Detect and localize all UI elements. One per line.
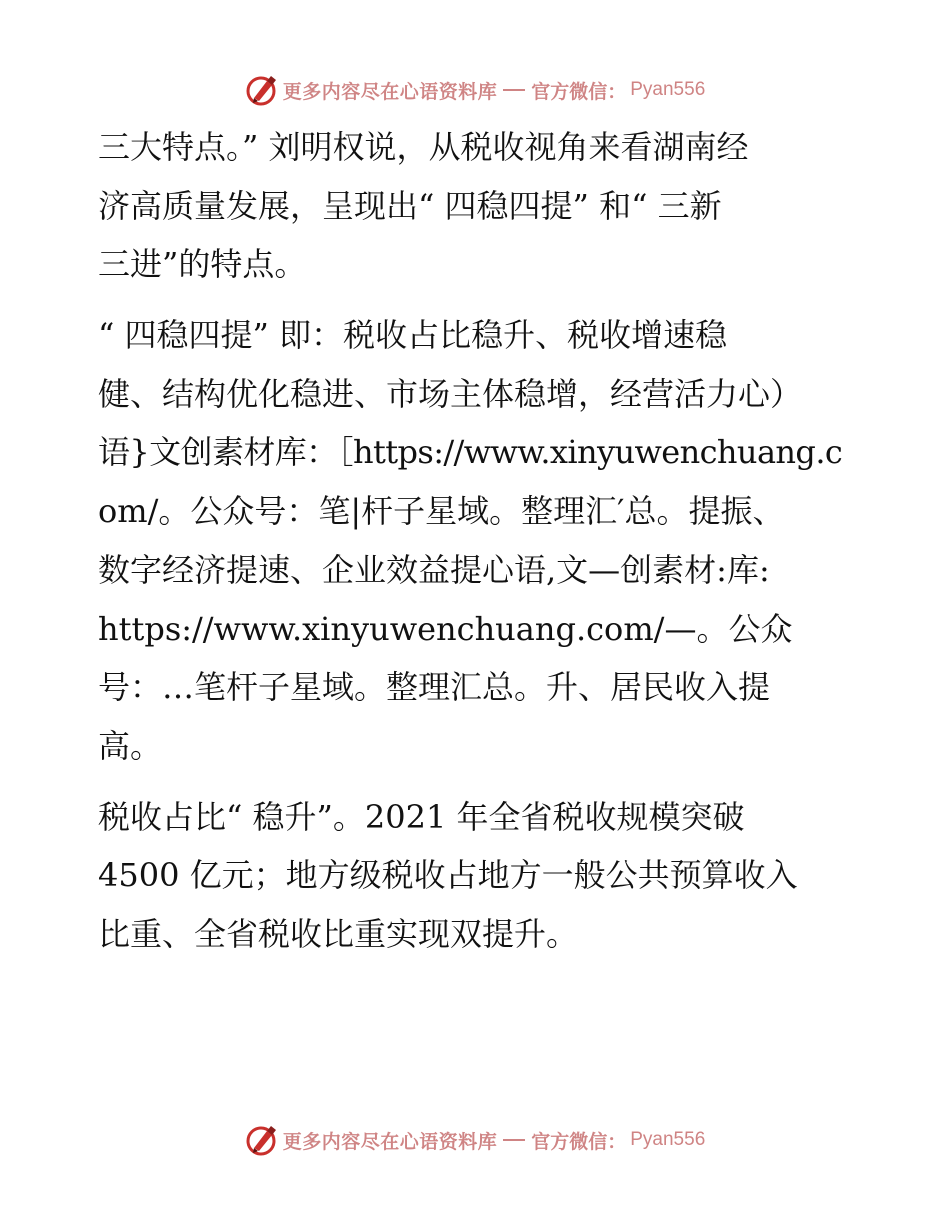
banner-wechat-id: Pyan556 bbox=[630, 1129, 706, 1150]
text-line: “ 四稳四提” 即：税收占比稳升、税收增速稳 bbox=[98, 316, 728, 355]
text-line: 语}文创素材库：［https://www.xinyuwenchuang.c bbox=[98, 433, 843, 472]
banner-dash bbox=[503, 1139, 525, 1141]
text-line: om/。公众号：笔|杆子星域。整理汇′总。提振、 bbox=[98, 492, 785, 531]
text-line: 高。 bbox=[98, 726, 163, 765]
pen-logo-icon bbox=[245, 1123, 279, 1157]
text-line: 三进”的特点。 bbox=[98, 245, 307, 284]
text-line: 三大特点。” 刘明权说，从税收视角来看湖南经 bbox=[98, 128, 749, 166]
banner-title: 更多内容尽在心语资料库 bbox=[282, 80, 498, 103]
text-line: https://www.xinyuwenchuang.com/—。公众 bbox=[98, 609, 793, 648]
banner-official-label: 官方微信： bbox=[531, 80, 627, 103]
header-banner bbox=[0, 70, 950, 110]
text-line: 济高质量发展，呈现出“ 四稳四提” 和“ 三新 bbox=[98, 186, 722, 225]
text-line: 4500 亿元；地方级税收占地方一般公共预算收入 bbox=[98, 856, 798, 895]
banner-content bbox=[245, 73, 706, 107]
banner-title: 更多内容尽在心语资料库 bbox=[282, 1130, 498, 1153]
text-line: 健、结构优化稳进、市场主体稳增，经营活力心） bbox=[98, 374, 803, 413]
text-line: 号：…笔杆子星域。整理汇总。升、居民收入提 bbox=[98, 668, 771, 707]
footer-banner bbox=[0, 1120, 950, 1160]
text-line: 比重、全省税收比重实现双提升。 bbox=[98, 914, 579, 953]
banner-content bbox=[245, 1123, 706, 1157]
paragraph-3 bbox=[98, 788, 878, 964]
pen-logo-icon bbox=[245, 73, 279, 107]
paragraph-2 bbox=[98, 306, 878, 776]
banner-official-label: 官方微信： bbox=[531, 1130, 627, 1153]
text-line: 数字经济提速、企业效益提心语,文—创素材:库: bbox=[98, 550, 770, 589]
paragraph-1 bbox=[98, 118, 878, 294]
banner-dash bbox=[503, 89, 525, 91]
banner-wechat-id: Pyan556 bbox=[630, 79, 706, 100]
document-body bbox=[98, 118, 878, 976]
text-line: 税收占比“ 稳升”。2021 年全省税收规模突破 bbox=[98, 797, 745, 836]
